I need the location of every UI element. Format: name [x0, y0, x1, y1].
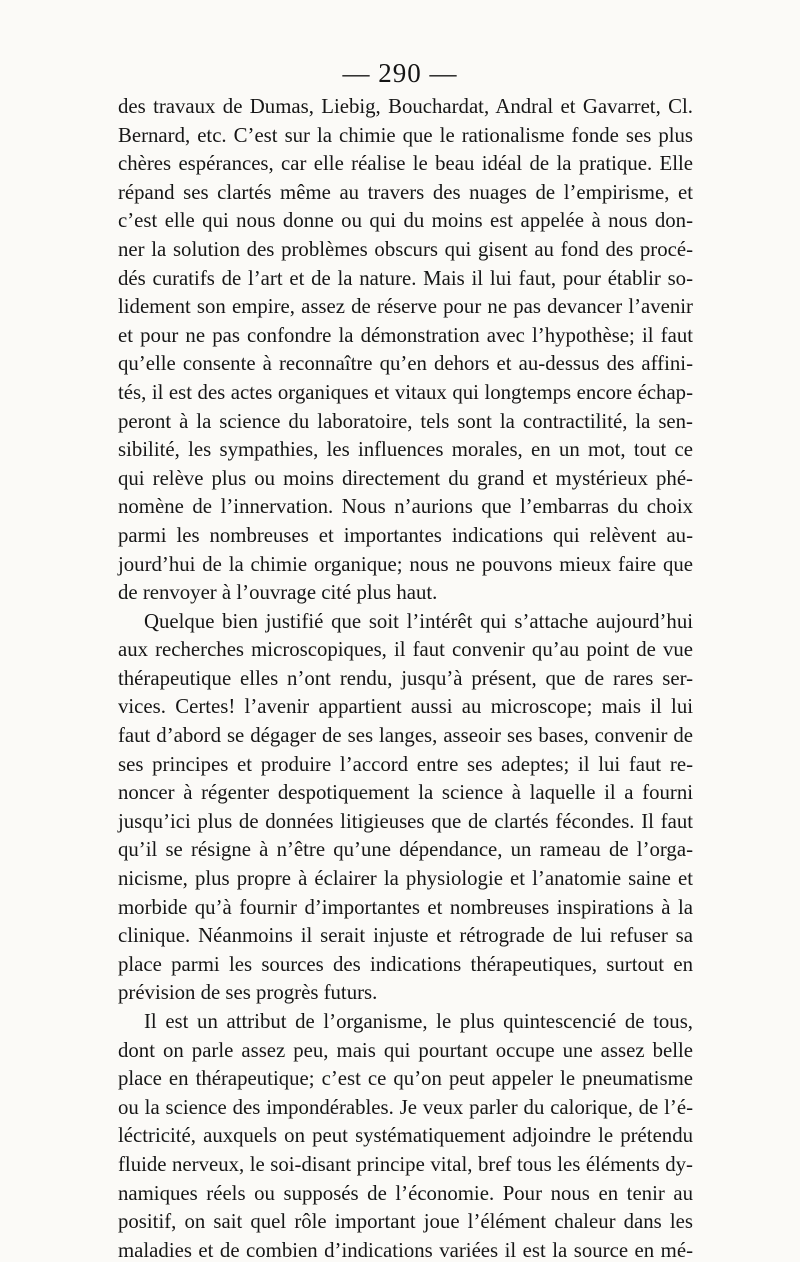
- text-line: Bernard, etc. C’est sur la chimie que le rationalisme fonde ses plus: [118, 123, 693, 147]
- text-line: peront à la science du laboratoire, tels sont la contractilité, la sen-: [118, 409, 693, 433]
- text-line: qu’il se résigne à n’être qu’une dépendance, un rameau de l’orga-: [118, 838, 693, 862]
- paragraph-2: [118, 608, 693, 1008]
- text-line: noncer à régenter despotiquement la science à laquelle il a fourni: [118, 781, 693, 805]
- text-line: nicisme, plus propre à éclairer la physiologie et l’anatomie saine et: [118, 867, 693, 891]
- text-line: dont on parle assez peu, mais qui pourtant occupe une assez belle: [118, 1038, 693, 1062]
- text-line: chères espérances, car elle réalise le beau idéal de la pratique. Elle: [118, 152, 693, 176]
- text-line: ou la science des impondérables. Je veux parler du calorique, de l’é-: [118, 1095, 693, 1119]
- text-line: des travaux de Dumas, Liebig, Bouchardat, Andral et Gavarret, Cl.: [118, 95, 693, 118]
- text-line: léctricité, auxquels on peut systématiquement adjoindre le prétendu: [118, 1124, 693, 1148]
- text-line: de renvoyer à l’ouvrage cité plus haut.: [118, 581, 438, 605]
- text-line: ses principes et produire l’accord entre ses adeptes; il lui faut re-: [118, 752, 693, 776]
- text-line: jourd’hui de la chimie organique; nous ne pouvons mieux faire que: [118, 552, 693, 576]
- text-line: thérapeutique elles n’ont rendu, jusqu’à présent, que de rares ser-: [118, 666, 693, 690]
- text-line: Il est un attribut de l’organisme, le plus quintescencié de tous,: [144, 1010, 693, 1033]
- text-line: c’est elle qui nous donne ou qui du moins est appelée à nous don-: [118, 209, 693, 233]
- text-line: place en thérapeutique; c’est ce qu’on peut appeler le pneumatisme: [118, 1067, 693, 1091]
- paragraph-1: [118, 93, 693, 608]
- text-line: prévision de ses progrès futurs.: [118, 981, 378, 1005]
- text-line: aux recherches microscopiques, il faut convenir qu’au point de vue: [118, 638, 693, 662]
- text-line: namiques réels ou supposés de l’économie. Pour nous en tenir au: [118, 1181, 693, 1205]
- text-line: dés curatifs de l’art et de la nature. Mais il lui faut, pour établir so-: [118, 266, 693, 290]
- text-line: nomène de l’innervation. Nous n’aurions que l’embarras du choix: [118, 495, 693, 519]
- paragraph-3: [118, 1008, 693, 1265]
- text-line: tés, il est des actes organiques et vitaux qui longtemps encore échap-: [118, 380, 693, 404]
- text-line: maladies et de combien d’indications variées il est la source en mé-: [118, 1238, 693, 1262]
- text-line: clinique. Néanmoins il serait injuste et rétrograde de lui refuser sa: [118, 924, 693, 948]
- text-line: morbide qu’à fournir d’importantes et nombreuses inspirations à la: [118, 895, 693, 919]
- text-line: faut d’abord se dégager de ses langes, asseoir ses bases, convenir de: [118, 724, 693, 748]
- text-line: ner la solution des problèmes obscurs qui gisent au fond des procé-: [118, 237, 693, 261]
- text-line: place parmi les sources des indications thérapeutiques, surtout en: [118, 952, 693, 976]
- text-line: répand ses clartés même au travers des nuages de l’empirisme, et: [118, 180, 693, 204]
- text-line: fluide nerveux, le soi-disant principe vital, bref tous les éléments dy-: [118, 1152, 693, 1176]
- text-line: qui relève plus ou moins directement du grand et mystérieux phé-: [118, 466, 693, 490]
- page-number: — 290 —: [342, 58, 458, 88]
- body-text: [118, 93, 693, 1265]
- text-line: Quelque bien justifié que soit l’intérêt qui s’attache aujourd’hui: [144, 609, 693, 633]
- text-line: parmi les nombreuses et importantes indications qui relèvent au-: [118, 523, 693, 547]
- text-line: vices. Certes! l’avenir appartient aussi au microscope; mais il lui: [118, 695, 693, 719]
- text-line: sibilité, les sympathies, les influences morales, en un mot, tout ce: [118, 438, 693, 462]
- text-line: jusqu’ici plus de données litigieuses que de clartés fécondes. Il faut: [118, 809, 693, 833]
- text-line: qu’elle consente à reconnaître qu’en dehors et au-dessus des affini-: [118, 352, 693, 376]
- text-line: lidement son empire, assez de réserve pour ne pas devancer l’avenir: [118, 295, 693, 319]
- text-line: positif, on sait quel rôle important joue l’élément chaleur dans les: [118, 1210, 693, 1234]
- text-line: et pour ne pas confondre la démonstration avec l’hypothèse; il faut: [118, 323, 693, 347]
